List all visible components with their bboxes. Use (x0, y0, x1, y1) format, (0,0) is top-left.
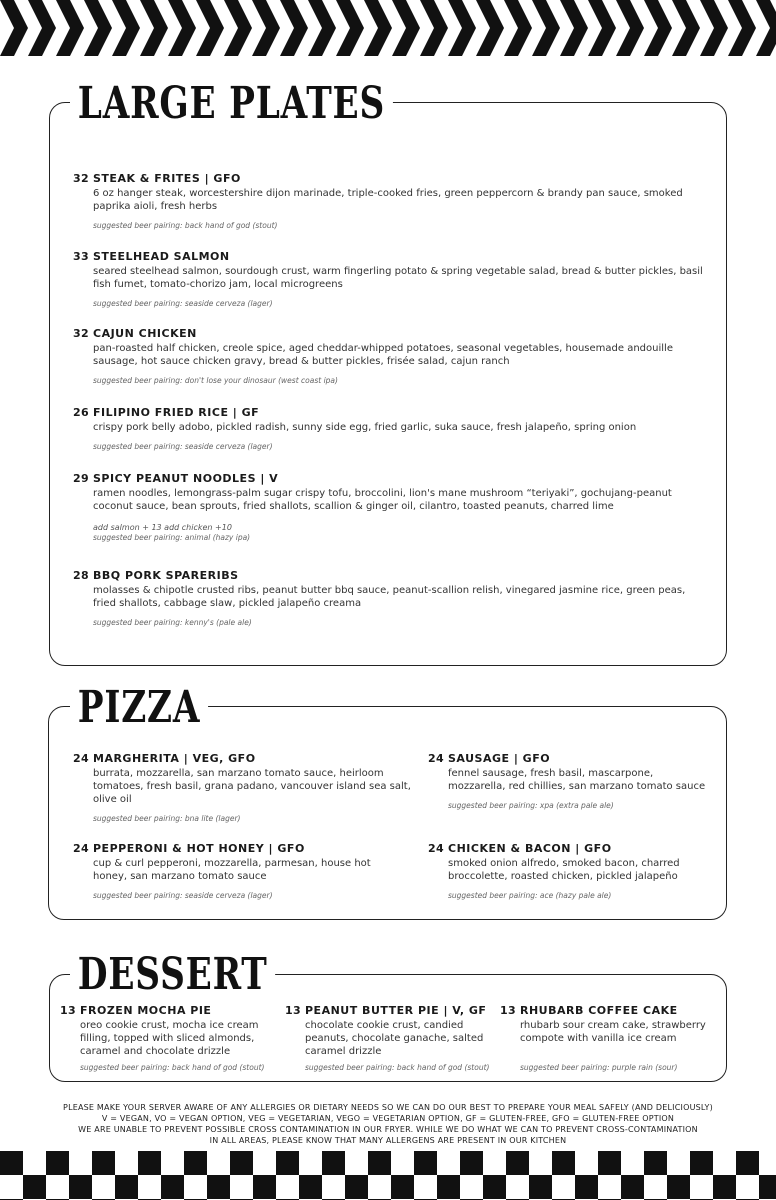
menu-item-bbq-pork-spareribs (73, 569, 705, 627)
dessert-title: DESSERT (70, 953, 275, 997)
item-price: 24 (428, 752, 444, 765)
beer-pairing: suggested beer pairing: xpa (extra pale ale) (448, 801, 614, 810)
menu-item-peanut-butter-pie (285, 1004, 490, 1072)
beer-pairing: suggested beer pairing: kenny's (pale ale) (93, 618, 252, 627)
item-name: MARGHERITA | VEG, GFO (93, 752, 256, 765)
large-plates-title: LARGE PLATES (70, 82, 393, 126)
beer-pairing: suggested beer pairing: animal (hazy ipa) (93, 533, 251, 542)
item-price: 28 (73, 569, 89, 582)
item-price: 32 (73, 327, 89, 340)
menu-item-frozen-mocha-pie (60, 1004, 276, 1072)
menu-item-steelhead-salmon (73, 250, 705, 308)
item-name: FILIPINO FRIED RICE | GF (93, 406, 260, 419)
item-description: oreo cookie crust, mocha ice cream filling, topped with sliced almonds, caramel and chocolate drizzle (80, 1020, 259, 1057)
item-description: ramen noodles, lemongrass-palm sugar crispy tofu, broccolini, lion's mane mushroom “teriyaki”, gochujang-peanut coconut sauce, bean sprouts, fried shallots, scallion & ginger oil, cilantro, toasted peanuts, charred lime (93, 488, 672, 512)
menu-item-pepperoni-hot-honey (73, 842, 403, 900)
item-price: 13 (60, 1004, 76, 1017)
item-description: pan-roasted half chicken, creole spice, aged cheddar-whipped potatoes, seasonal vegetables, housemade andouille sausage, hot sauce chicken gravy, bread & butter pickles, frisée salad, cajun ranch (93, 343, 673, 367)
menu-item-chicken-bacon (428, 842, 708, 900)
beer-pairing: suggested beer pairing: seaside cerveza (lager) (93, 442, 273, 451)
menu-item-steak-frites (73, 172, 705, 230)
menu-item-cajun-chicken (73, 327, 705, 385)
menu-item-sausage (428, 752, 708, 810)
beer-pairing: suggested beer pairing: seaside cerveza (lager) (93, 299, 273, 308)
chevron-border-top (0, 0, 776, 56)
item-name: FROZEN MOCHA PIE (80, 1004, 212, 1017)
add-on-options: add salmon + 13 add chicken +10 (93, 523, 232, 532)
allergy-notice (0, 1102, 776, 1146)
menu-item-margherita (73, 752, 423, 823)
item-name: PEPPERONI & HOT HONEY | GFO (93, 842, 305, 855)
beer-pairing: suggested beer pairing: seaside cerveza (lager) (93, 891, 273, 900)
item-name: STEAK & FRITES | GFO (93, 172, 241, 185)
item-description: smoked onion alfredo, smoked bacon, charred broccolette, roasted chicken, pickled jalapeño (448, 858, 680, 882)
item-description: burrata, mozzarella, san marzano tomato sauce, heirloom tomatoes, fresh basil, grana padano, vancouver island sea salt, olive oil (93, 768, 411, 805)
pizza-title: PIZZA (70, 686, 208, 730)
item-price: 29 (73, 472, 89, 485)
item-description: seared steelhead salmon, sourdough crust, warm fingerling potato & spring vegetable salad, bread & butter pickles, basil fish fumet, tomato-chorizo jam, local microgreens (93, 266, 703, 290)
item-description: molasses & chipotle crusted ribs, peanut butter bbq sauce, peanut-scallion relish, vinegared jasmine rice, green peas, fried shallots, cabbage slaw, pickled jalapeño creama (93, 585, 686, 609)
item-name: STEELHEAD SALMON (93, 250, 230, 263)
item-description: fennel sausage, fresh basil, mascarpone, mozzarella, red chillies, san marzano tomato sauce (448, 768, 706, 792)
item-name: CAJUN CHICKEN (93, 327, 197, 340)
item-name: SPICY PEANUT NOODLES | V (93, 472, 279, 485)
item-price: 24 (73, 842, 89, 855)
item-name: RHUBARB COFFEE CAKE (520, 1004, 678, 1017)
item-description: chocolate cookie crust, candied peanuts, chocolate ganache, salted caramel drizzle (305, 1020, 484, 1057)
item-name: BBQ PORK SPARERIBS (93, 569, 239, 582)
item-name: PEANUT BUTTER PIE | V, GF (305, 1004, 487, 1017)
item-price: 33 (73, 250, 89, 263)
checkered-border-bottom (0, 1151, 776, 1200)
item-price: 26 (73, 406, 89, 419)
allergy-notice-line: PLEASE MAKE YOUR SERVER AWARE OF ANY ALLERGIES OR DIETARY NEEDS SO WE CAN DO OUR BEST TO PREPARE YOUR MEAL SAFELY (AND DELICIOUSLY) (63, 1103, 713, 1112)
item-description: crispy pork belly adobo, pickled radish, sunny side egg, fried garlic, suka sauce, fresh jalapeño, spring onion (93, 422, 637, 433)
item-price: 24 (73, 752, 89, 765)
item-price: 13 (500, 1004, 516, 1017)
item-description: cup & curl pepperoni, mozzarella, parmesan, house hot honey, san marzano tomato sauce (93, 858, 371, 882)
beer-pairing: suggested beer pairing: don't lose your dinosaur (west coast ipa) (93, 376, 338, 385)
item-price: 13 (285, 1004, 301, 1017)
beer-pairing: suggested beer pairing: back hand of god (stout) (80, 1063, 265, 1072)
item-price: 32 (73, 172, 89, 185)
beer-pairing: suggested beer pairing: bna lite (lager) (93, 814, 241, 823)
beer-pairing: suggested beer pairing: purple rain (sour) (520, 1063, 678, 1072)
allergen-warning-line: IN ALL AREAS, PLEASE KNOW THAT MANY ALLERGENS ARE PRESENT IN OUR KITCHEN (209, 1136, 567, 1145)
item-name: CHICKEN & BACON | GFO (448, 842, 612, 855)
beer-pairing: suggested beer pairing: back hand of god (stout) (305, 1063, 490, 1072)
item-description: 6 oz hanger steak, worcestershire dijon marinade, triple-cooked fries, green peppercorn & brandy pan sauce, smoked paprika aioli, fresh herbs (93, 188, 683, 212)
menu-item-spicy-peanut-noodles (73, 472, 705, 542)
item-price: 24 (428, 842, 444, 855)
menu-item-rhubarb-coffee-cake (500, 1004, 720, 1072)
menu-item-filipino-fried-rice (73, 406, 705, 451)
dietary-legend-line: V = VEGAN, VO = VEGAN OPTION, VEG = VEGETARIAN, VEGO = VEGETARIAN OPTION, GF = GLUTEN-FREE, GFO = GLUTEN-FREE OPTION (101, 1114, 675, 1123)
item-description: rhubarb sour cream cake, strawberry compote with vanilla ice cream (520, 1020, 706, 1044)
item-name: SAUSAGE | GFO (448, 752, 551, 765)
cross-contamination-line: WE ARE UNABLE TO PREVENT POSSIBLE CROSS CONTAMINATION IN OUR FRYER. WHILE WE DO WHAT WE CAN TO PREVENT CROSS-CONTAMINATION (78, 1125, 698, 1134)
beer-pairing: suggested beer pairing: back hand of god (stout) (93, 221, 278, 230)
beer-pairing: suggested beer pairing: ace (hazy pale ale) (448, 891, 612, 900)
